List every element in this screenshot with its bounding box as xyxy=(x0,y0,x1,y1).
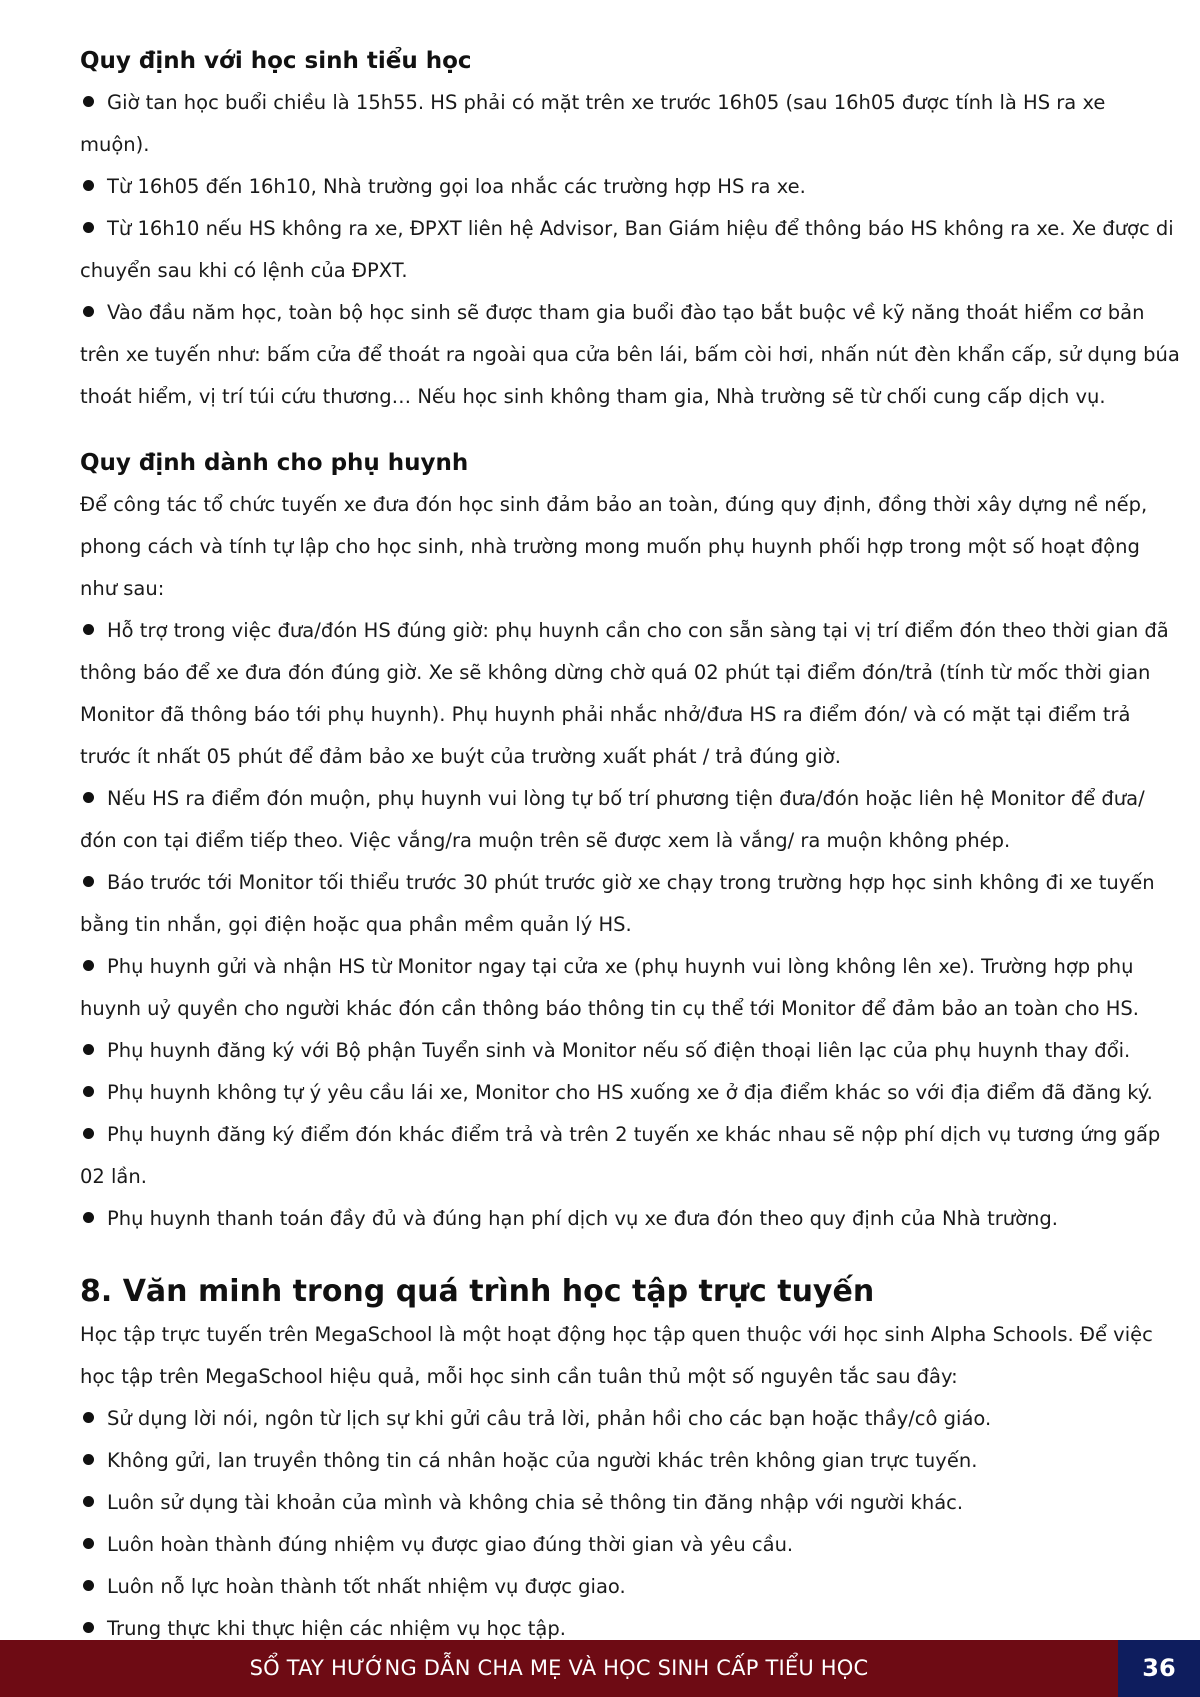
list-item: Vào đầu năm học, toàn bộ học sinh sẽ được tham gia buổi đào tạo bắt buộc về kỹ năng thoát hiểm cơ bản trên xe tuyến như: bấm cửa để thoát ra ngoài qua cửa bên lái, bấm còi hơi, nhấn nút đèn khẩn cấp, sử dụng búa thoát hiểm, vị trí túi cứu thương… Nếu học sinh không tham gia, Nhà trường sẽ từ chối cung cấp dịch vụ. xyxy=(80,301,1180,408)
online-learning-intro: Học tập trực tuyến trên MegaSchool là một hoạt động học tập quen thuộc với học sinh Alpha Schools. Để việc học tập trên MegaSchool hiệu quả, mỗi học sinh cần tuân thủ một số nguyên tắc sau đây: xyxy=(80,1323,1153,1388)
list-item: Phụ huynh đăng ký với Bộ phận Tuyển sinh và Monitor nếu số điện thoại liên lạc của phụ huynh thay đổi. xyxy=(80,1030,1180,1072)
list-item: Luôn sử dụng tài khoản của mình và không chia sẻ thông tin đăng nhập với người khác. xyxy=(80,1482,1180,1524)
list-item: Giờ tan học buổi chiều là 15h55. HS phải có mặt trên xe trước 16h05 (sau 16h05 được tính là HS ra xe muộn). xyxy=(80,91,1106,156)
list-item: Từ 16h05 đến 16h10, Nhà trường gọi loa nhắc các trường hợp HS ra xe. xyxy=(80,166,1180,208)
bullet-icon xyxy=(83,1580,94,1591)
bullet-icon xyxy=(83,1454,94,1465)
bullet-icon xyxy=(83,1212,94,1223)
student-rules-list xyxy=(80,82,1180,418)
list-item: Phụ huynh thanh toán đầy đủ và đúng hạn phí dịch vụ xe đưa đón theo quy định của Nhà trường. xyxy=(80,1198,1180,1240)
bullet-icon xyxy=(83,222,94,233)
list-item: Trung thực khi thực hiện các nhiệm vụ học tập. xyxy=(80,1608,1180,1650)
list-item: Nếu HS ra điểm đón muộn, phụ huynh vui lòng tự bố trí phương tiện đưa/đón hoặc liên hệ Monitor để đưa/đón con tại điểm tiếp theo. Việc vắng/ra muộn trên sẽ được xem là vắng/ ra muộn không phép. xyxy=(80,787,1145,852)
list-item: Hỗ trợ trong việc đưa/đón HS đúng giờ: phụ huynh cần cho con sẵn sàng tại vị trí điểm đón theo thời gian đã thông báo để xe đưa đón đúng giờ. Xe sẽ không dừng chờ quá 02 phút tại điểm đón/trả (tính từ mốc thời gian Monitor đã thông báo tới phụ huynh). Phụ huynh phải nhắc nhở/đưa HS ra điểm đón/ và có mặt tại điểm trả trước ít nhất 05 phút để đảm bảo xe buýt của trường xuất phát / trả đúng giờ. xyxy=(80,619,1169,768)
bullet-icon xyxy=(83,1044,94,1055)
list-item: Phụ huynh không tự ý yêu cầu lái xe, Monitor cho HS xuống xe ở địa điểm khác so với địa điểm đã đăng ký. xyxy=(80,1072,1180,1114)
bullet-icon xyxy=(83,1622,94,1633)
list-item: Từ 16h10 nếu HS không ra xe, ĐPXT liên hệ Advisor, Ban Giám hiệu để thông báo HS không ra xe. Xe được di chuyển sau khi có lệnh của ĐPXT. xyxy=(80,217,1174,282)
list-item: Không gửi, lan truyền thông tin cá nhân hoặc của người khác trên không gian trực tuyến. xyxy=(80,1440,1180,1482)
footer-title: SỔ TAY HƯỚNG DẪN CHA MẸ VÀ HỌC SINH CẤP TIỂU HỌC xyxy=(249,1656,869,1680)
bullet-icon xyxy=(83,1128,94,1139)
bullet-icon xyxy=(83,96,94,107)
page-content xyxy=(80,40,1180,1650)
heading-parent-rules: Quy định dành cho phụ huynh xyxy=(80,450,469,476)
bullet-icon xyxy=(83,306,94,317)
heading-online-learning: 8. Văn minh trong quá trình học tập trực tuyến xyxy=(80,1274,875,1309)
list-item: Luôn hoàn thành đúng nhiệm vụ được giao đúng thời gian và yêu cầu. xyxy=(80,1524,1180,1566)
page-number: 36 xyxy=(1118,1640,1200,1697)
list-item: Phụ huynh đăng ký điểm đón khác điểm trả và trên 2 tuyến xe khác nhau sẽ nộp phí dịch vụ tương ứng gấp 02 lần. xyxy=(80,1123,1161,1188)
parent-rules-list xyxy=(80,610,1180,1240)
parent-rules-intro: Để công tác tổ chức tuyến xe đưa đón học sinh đảm bảo an toàn, đúng quy định, đồng thời xây dựng nề nếp, phong cách và tính tự lập cho học sinh, nhà trường mong muốn phụ huynh phối hợp trong một số hoạt động như sau: xyxy=(80,493,1148,600)
bullet-icon xyxy=(83,1538,94,1549)
bullet-icon xyxy=(83,1496,94,1507)
list-item: Phụ huynh gửi và nhận HS từ Monitor ngay tại cửa xe (phụ huynh vui lòng không lên xe). Trường hợp phụ huynh uỷ quyền cho người khác đón cần thông báo thông tin cụ thể tới Monitor để đảm bảo an toàn cho HS. xyxy=(80,955,1139,1020)
bullet-icon xyxy=(83,960,94,971)
bullet-icon xyxy=(83,180,94,191)
footer-bar xyxy=(0,1640,1200,1697)
list-item: Sử dụng lời nói, ngôn từ lịch sự khi gửi câu trả lời, phản hồi cho các bạn hoặc thầy/cô giáo. xyxy=(80,1398,1180,1440)
bullet-icon xyxy=(83,1086,94,1097)
bullet-icon xyxy=(83,792,94,803)
list-item: Luôn nỗ lực hoàn thành tốt nhất nhiệm vụ được giao. xyxy=(80,1566,1180,1608)
bullet-icon xyxy=(83,1412,94,1423)
heading-student-rules: Quy định với học sinh tiểu học xyxy=(80,48,472,74)
list-item: Báo trước tới Monitor tối thiểu trước 30 phút trước giờ xe chạy trong trường hợp học sinh không đi xe tuyến bằng tin nhắn, gọi điện hoặc qua phần mềm quản lý HS. xyxy=(80,871,1155,936)
bullet-icon xyxy=(83,624,94,635)
online-rules-list xyxy=(80,1398,1180,1650)
bullet-icon xyxy=(83,876,94,887)
